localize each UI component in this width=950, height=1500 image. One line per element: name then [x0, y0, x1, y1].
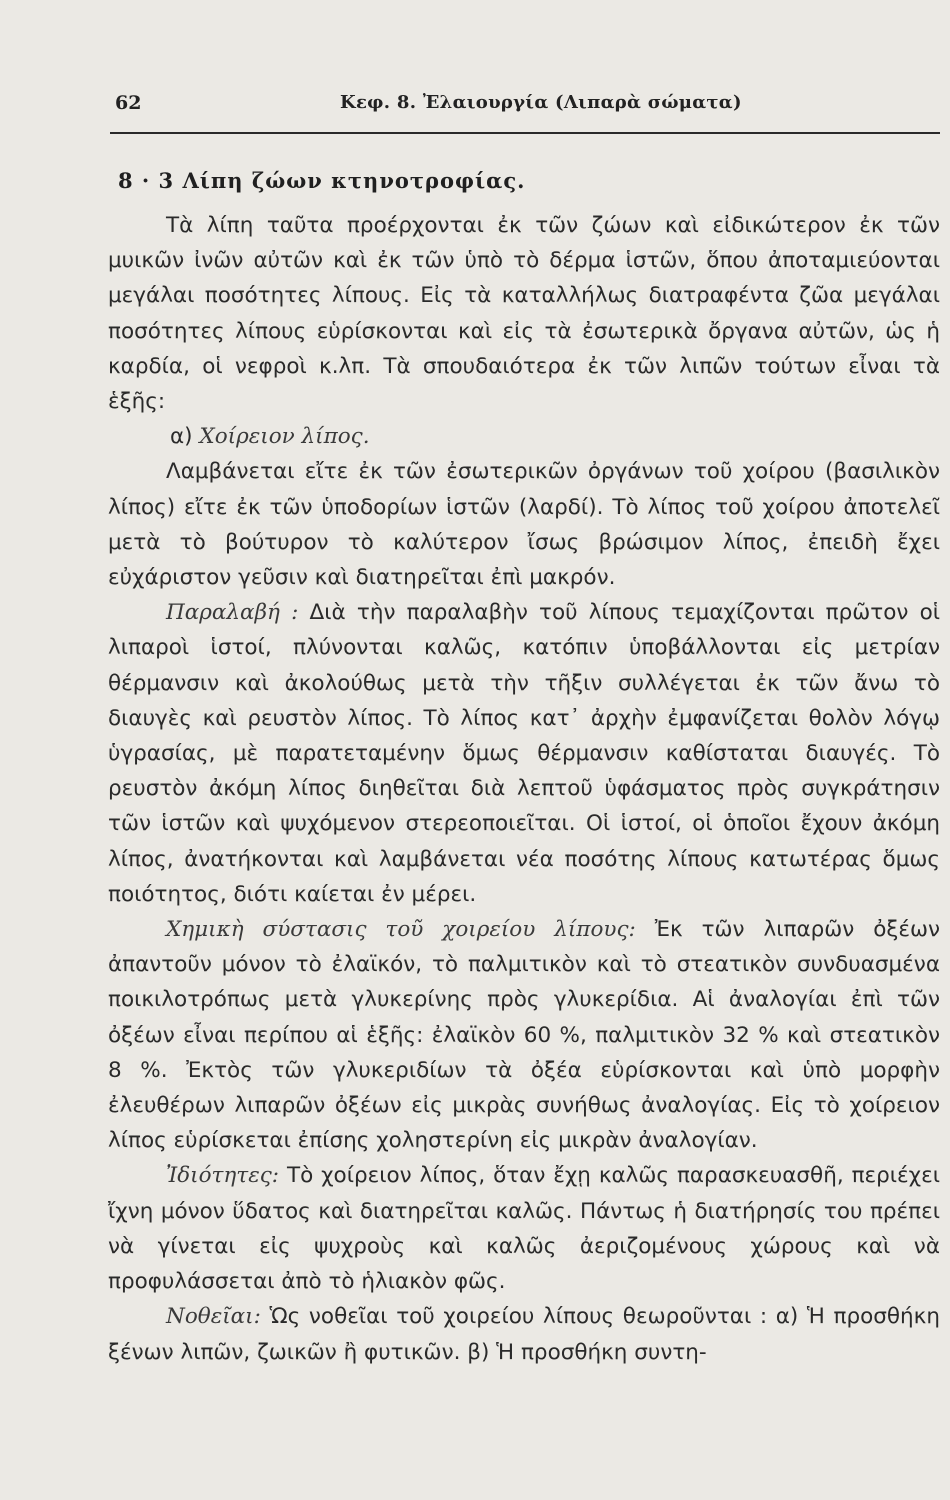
body-text: [108, 208, 940, 1370]
properties-text: Τὸ χοίρειον λίπος, ὅταν ἔχῃ καλῶς παρασκευασθῆ, περιέχει ἴχνη μόνον ὕδατος καὶ διατηρεῖται καλῶς. Πάντως ἡ διατήρησίς του πρέπει νὰ γίνεται εἰς ψυχροὺς καὶ καλῶς ἀεριζομένους χώρους καὶ νὰ προφυλάσσεται ἀπὸ τὸ ἡλιακὸν φῶς.: [108, 1163, 940, 1295]
adulterants-text: Ὡς νοθεῖαι τοῦ χοιρείου λίπους θεωροῦνται : α) Ἡ προσθήκη ξένων λιπῶν, ζωικῶν ἢ φυτικῶν. β) Ἡ προσθήκη συντη-: [108, 1304, 940, 1365]
adulterants-label: Νοθεῖαι:: [166, 1304, 261, 1330]
paragraph-lard-source: Λαμβάνεται εἴτε ἐκ τῶν ἐσωτερικῶν ὀργάνων τοῦ χοίρου (βασιλικὸν λίπος) εἴτε ἐκ τῶν ὑποδορίων ἱστῶν (λαρδί). Τὸ λίπος τοῦ χοίρου ἀποτελεῖ μετὰ τὸ βούτυρον τὸ καλύτερον ἴσως βρώσιμον λίπος, ἐπειδὴ ἔχει εὐχάριστον γεῦσιν καὶ διατηρεῖται ἐπὶ μακρόν.: [108, 459, 940, 591]
composition-label: Χημικὴ σύστασις τοῦ χοιρείου λίπους:: [166, 917, 636, 943]
header-rule: [110, 132, 940, 134]
section-heading: 8 · 3 Λίπη ζώων κτηνοτροφίας.: [118, 168, 526, 193]
composition-text: Ἐκ τῶν λιπαρῶν ὀξέων ἀπαντοῦν μόνον τὸ ἐλαϊκόν, τὸ παλμιτικὸν καὶ τὸ στεατικὸν συνδυασμένα ποικιλοτρόπως μετὰ γλυκερίνης πρὸς γλυκερίδια. Αἱ ἀναλογίαι ἐπὶ τῶν ὀξέων εἶναι περίπου αἱ ἑξῆς: ἐλαϊκὸν 60 %, παλμιτικὸν 32 % καὶ στεατικὸν 8 %. Ἐκτὸς τῶν γλυκεριδίων τὰ ὀξέα εὑρίσκονται καὶ ὑπὸ μορφὴν ἐλευθέρων λιπαρῶν ὀξέων εἰς μικρὰς συνήθως ἀναλογίας. Εἰς τὸ χοίρειον λίπος εὑρίσκεται ἐπίσης χοληστερίνη εἰς μικρὰν ἀναλογίαν.: [108, 917, 940, 1154]
rendering-label: Παραλαβή :: [166, 600, 299, 626]
page-number: 62: [115, 92, 142, 114]
paragraph-properties: [108, 1158, 940, 1299]
paragraph-adulterants: [108, 1299, 940, 1369]
paragraph-rendering: [108, 595, 940, 912]
rendering-text: Διὰ τὴν παραλαβὴν τοῦ λίπους τεμαχίζονται πρῶτον οἱ λιπαροὶ ἱστοί, πλύνονται καλῶς, κατόπιν ὑποβάλλονται εἰς μετρίαν θέρμανσιν καὶ ἀκολούθως μετὰ τὴν τῆξιν συλλέγεται ἐκ τῶν ἄνω τὸ διαυγὲς καὶ ρευστὸν λίπος. Τὸ λίπος κατ᾿ ἀρχὴν ἐμφανίζεται θολὸν λόγῳ ὑγρασίας, μὲ παρατεταμένην ὅμως θέρμανσιν καθίσταται διαυγές. Τὸ ρευστὸν ἀκόμη λίπος διηθεῖται διὰ λεπτοῦ ὑφάσματος πρὸς συγκράτησιν τῶν ἱστῶν καὶ ψυχόμενον στερεοποιεῖται. Οἱ ἱστοί, οἱ ὁποῖοι ἔχουν ἀκόμη λίπος, ἀνατήκονται καὶ λαμβάνεται νέα ποσότης λίπους κατωτέρας ὅμως ποιότητος, διότι καίεται ἐν μέρει.: [108, 600, 940, 907]
paragraph-intro: Τὰ λίπη ταῦτα προέρχονται ἐκ τῶν ζώων καὶ εἰδικώτερον ἐκ τῶν μυικῶν ἰνῶν αὐτῶν καὶ ἐκ τῶν ὑπὸ τὸ δέρμα ἱστῶν, ὅπου ἀποταμιεύονται μεγάλαι ποσότητες λίπους. Εἰς τὰ καταλλήλως διατραφέντα ζῶα μεγάλαι ποσότητες λίπους εὑρίσκονται καὶ εἰς τὰ ἐσωτερικὰ ὄργανα αὐτῶν, ὡς ἡ καρδία, οἱ νεφροὶ κ.λπ. Τὰ σπουδαιότερα ἐκ τῶν λιπῶν τούτων εἶναι τὰ ἑξῆς:: [108, 213, 940, 415]
subitem-lard-heading: [108, 419, 940, 454]
subitem-title: Χοίρειον λίπος.: [199, 424, 370, 450]
page-header: [115, 92, 940, 128]
paragraph-composition: [108, 912, 940, 1158]
running-title: Κεφ. 8. Ἐλαιουργία (Λιπαρὰ σώματα): [340, 92, 742, 113]
subitem-marker: α): [170, 424, 193, 450]
properties-label: Ἰδιότητες:: [166, 1163, 280, 1189]
